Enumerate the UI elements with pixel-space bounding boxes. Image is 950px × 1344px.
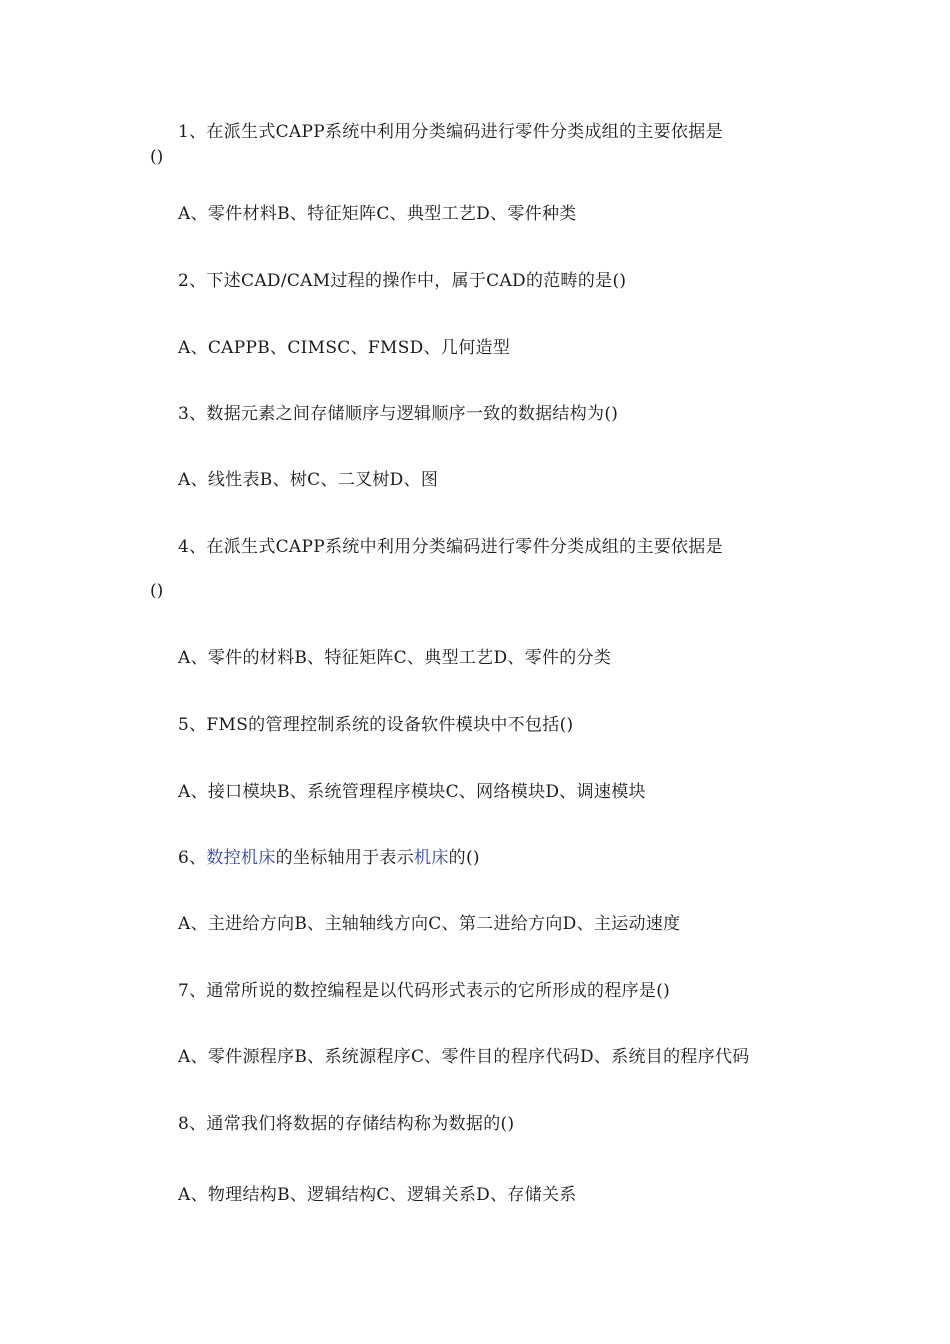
answer-4: A、零件的材料B、特征矩阵C、典型工艺D、零件的分类 (178, 648, 612, 668)
answer-3: A、线性表B、树C、二叉树D、图 (178, 470, 439, 490)
answer-6: A、主进给方向B、主轴轴线方向C、第二进给方向D、主运动速度 (178, 914, 681, 934)
question-1-wrap: () (150, 147, 164, 167)
question-6-mid: 的坐标轴用于表示 (275, 848, 415, 868)
question-4: 4、在派生式CAPP系统中利用分类编码进行零件分类成组的主要依据是 (178, 537, 723, 557)
answer-1: A、零件材料B、特征矩阵C、典型工艺D、零件种类 (178, 204, 577, 224)
question-7: 7、通常所说的数控编程是以代码形式表示的它所形成的程序是() (178, 981, 671, 1001)
question-6 (178, 847, 480, 869)
answer-5: A、接口模块B、系统管理程序模块C、网络模块D、调速模块 (178, 782, 646, 802)
answer-8: A、物理结构B、逻辑结构C、逻辑关系D、存储关系 (178, 1185, 577, 1205)
question-6-suffix: 的() (448, 848, 480, 868)
question-4-wrap: () (150, 581, 164, 601)
question-5: 5、FMS的管理控制系统的设备软件模块中不包括() (178, 715, 574, 735)
question-8: 8、通常我们将数据的存储结构称为数据的() (178, 1114, 515, 1134)
link-cnc-machine[interactable]: 数控机床 (206, 848, 276, 868)
question-2: 2、下述CAD/CAM过程的操作中，属于CAD的范畴的是() (178, 271, 627, 291)
answer-2: A、CAPPB、CIMSC、FMSD、几何造型 (178, 338, 511, 358)
answer-7: A、零件源程序B、系统源程序C、零件目的程序代码D、系统目的程序代码 (178, 1047, 750, 1067)
question-6-prefix: 6、 (178, 848, 207, 868)
question-3: 3、数据元素之间存储顺序与逻辑顺序一致的数据结构为() (178, 404, 619, 424)
question-1: 1、在派生式CAPP系统中利用分类编码进行零件分类成组的主要依据是 (178, 122, 723, 142)
link-machine[interactable]: 机床 (414, 848, 449, 868)
